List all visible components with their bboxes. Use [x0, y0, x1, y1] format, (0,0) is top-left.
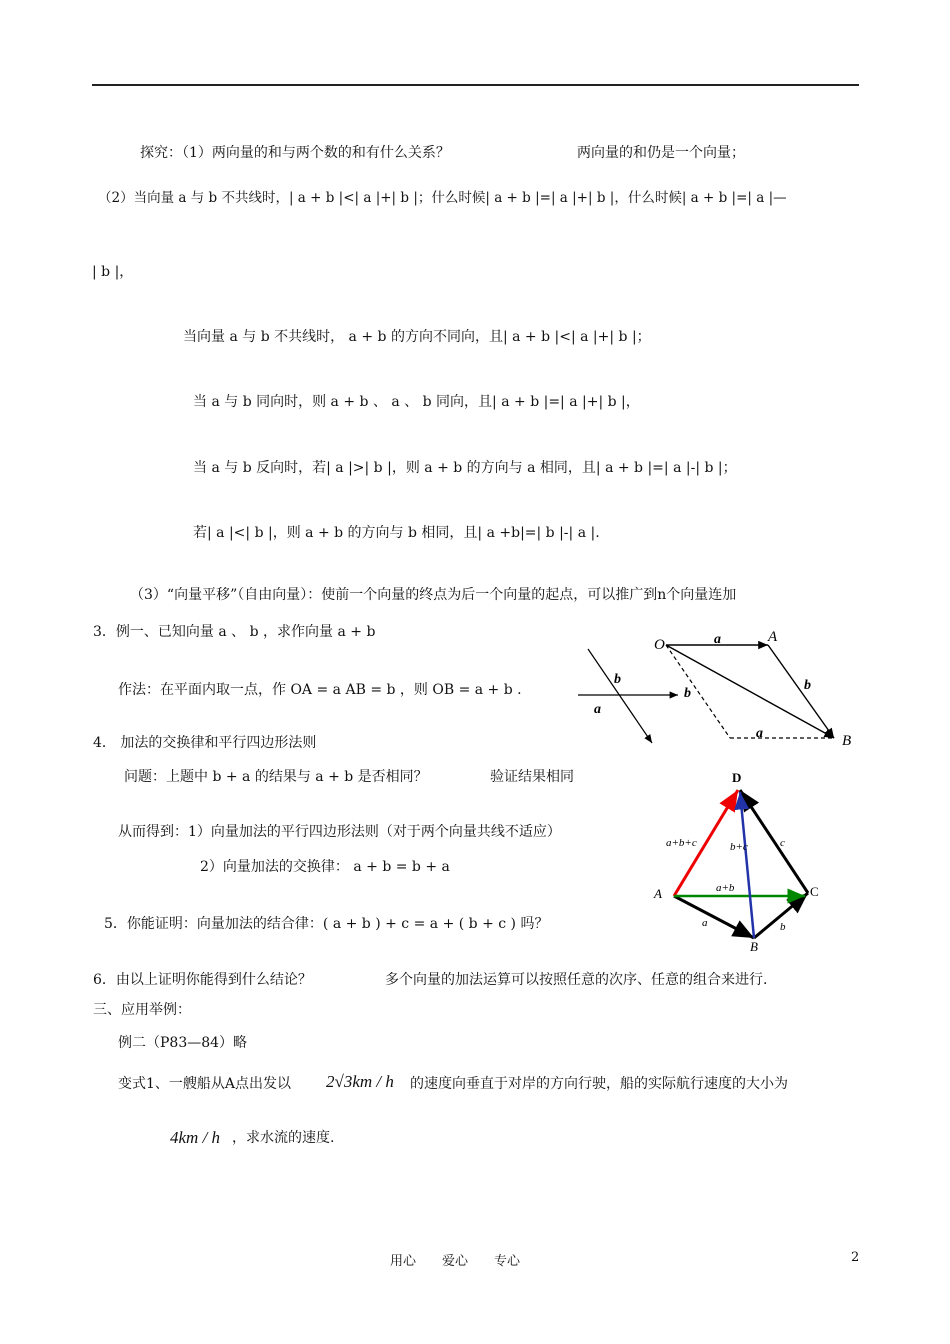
commutative-question: 问题：上题中 b + a 的结果与 a + b 是否相同？ [124, 769, 428, 785]
example-1: 3．例一、已知向量 a 、 b ，求作向量 a + b [93, 624, 376, 640]
vector-ab [768, 645, 834, 738]
section-3-title: 三、应用举例： [93, 1002, 191, 1018]
case-opposite-2: 若| a |<| b |，则 a + b 的方向与 b 相同，且| a +b|=| b |-| a |. [193, 525, 600, 541]
label-a-point: A [768, 629, 778, 645]
case-opposite-1: 当 a 与 b 反向时，若| a |>| b |，则 a + b 的方向与 a 相同，且| a + b |=| a |-| b |； [193, 460, 737, 476]
associative-law-diagram [650, 768, 840, 953]
label-a: A [654, 886, 662, 901]
edge-cd [740, 790, 808, 893]
label-c: C [810, 884, 819, 899]
translation-note: （3）“向量平移”（自由向量）：使前一个向量的终点为后一个向量的起点，可以推广到n个向量连加 [130, 587, 737, 603]
label-a-left: a [594, 702, 601, 717]
commutative-law: 2）向量加法的交换律： a + b = b + a [200, 859, 450, 875]
section-4-title: 4． 加法的交换律和平行四边形法则 [93, 735, 317, 751]
free-vector-b [588, 649, 652, 743]
label-a-top: a [714, 632, 721, 647]
label-b-plus-c: b+c [730, 841, 748, 853]
label-b-edge: b [780, 921, 786, 933]
page-number: 2 [851, 1250, 860, 1265]
question-6: 6．由以上证明你能得到什么结论？ [93, 972, 312, 988]
label-a-plus-b-plus-c: a+b+c [666, 837, 697, 849]
label-a-bottom: a [756, 726, 763, 741]
variant-1-tail: ，求水流的速度. [232, 1130, 335, 1146]
edge-ab [674, 896, 754, 938]
speed-2: 4km / h [170, 1128, 221, 1147]
speed-1: 2√3km / h [326, 1072, 394, 1091]
variant-1-end: 的速度向垂直于对岸的方向行驶，船的实际航行速度的大小为 [410, 1076, 788, 1092]
example-2: 例二（P83—84）略 [118, 1035, 248, 1051]
vector-addition-diagram [570, 625, 860, 750]
explore-question: 探究：（1）两向量的和与两个数的和有什么关系？ [140, 145, 450, 161]
label-c-edge: c [780, 837, 785, 849]
edge-bd [740, 792, 754, 938]
label-b-left: b [614, 672, 621, 687]
label-o: O [654, 637, 665, 653]
parallelogram-rule: 从而得到：1）向量加法的平行四边形法则（对于两个向量共线不适应） [118, 824, 561, 840]
label-b-point: B [842, 733, 852, 749]
case-same-direction: 当 a 与 b 同向时，则 a + b 、 a 、 b 同向，且| a + b |=| a |+| b |， [193, 394, 640, 410]
construction: 作法：在平面内取一点，作 OA = a AB = b ，则 OB = a + b . [118, 682, 522, 698]
associative-law: 5．你能证明：向量加法的结合律：( a + b ) + c = a + ( b + c ) 吗？ [104, 916, 549, 932]
explore-answer: 两向量的和仍是一个向量； [577, 145, 745, 161]
footer-motto: 用心 爱心 专心 [390, 1254, 521, 1269]
case-noncollinear: 当向量 a 与 b 不共线时， a + b 的方向不同向，且| a + b |<| a |+| b |； [183, 329, 651, 345]
label-a-plus-b: a+b [716, 882, 735, 894]
question-2-cont: | b |， [92, 264, 134, 280]
label-d: D [732, 770, 742, 785]
label-a-edge: a [702, 917, 708, 929]
label-b-right: b [804, 678, 811, 693]
label-b: B [750, 939, 758, 953]
question-2: （2）当向量 a 与 b 不共线时，| a + b |<| a |+| b |；什么时候| a + b |=| a |+| b |，什么时候| a + b |=| a |— [98, 190, 787, 206]
label-b-mid: b [684, 686, 691, 701]
vector-b-dashed [666, 645, 730, 738]
header-rule [92, 84, 859, 86]
commutative-answer: 验证结果相同 [490, 769, 574, 785]
variant-1-start: 变式1、一艘船从A点出发以 [118, 1076, 292, 1092]
answer-6: 多个向量的加法运算可以按照任意的次序、任意的组合来进行. [385, 972, 768, 988]
